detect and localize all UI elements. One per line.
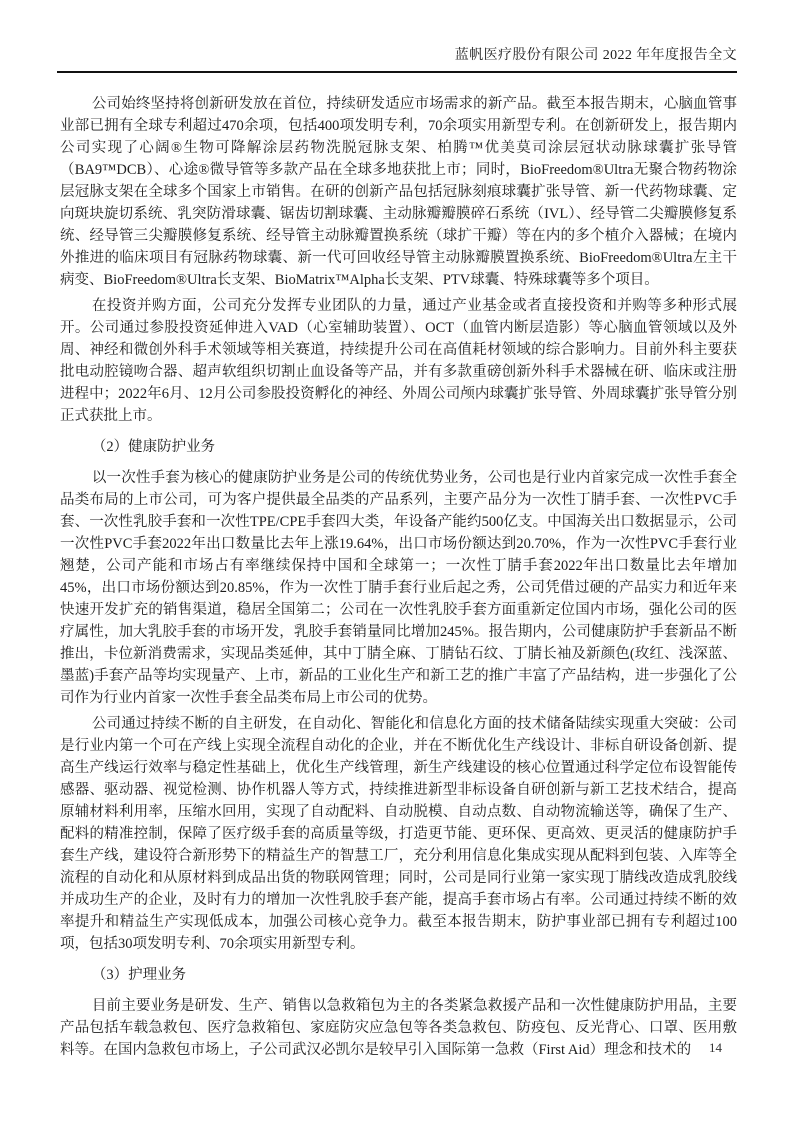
page-number: 14 — [709, 1040, 722, 1055]
paragraph-investment-ma: 在投资并购方面，公司充分发挥专业团队的力量，通过产业基金或者直接投资和并购等多种形式展开。公司通过参股投资延伸进入VAD（心室辅助装置）、OCT（血管内断层造影）等心脑血管领域以及外周、神经和微创外科手术领域等相关赛道，持续提升公司在高值耗材领域的综合影响力。目前外科主要获批电动腔镜吻合器、超声软组织切割止血设备等产品，并有多款重磅创新外科手术器械在研、临床或注册进程中；2022年6月、12月公司参股投资孵化的神经、外周公司颅内球囊扩张导管、外周球囊扩张导管分别正式获批上市。 — [60, 298, 737, 424]
paragraph-nursing-business: 目前主要业务是研发、生产、销售以急救箱包为主的各类紧急救援产品和一次性健康防护用品，主要产品包括车载急救包、医疗急救箱包、家庭防灾应急包等各类急救包、防疫包、反光背心、口罩、医用敷料等。在国内急救包市场上，子公司武汉必凯尔是较早引入国际第一急救（First Aid）理念和技术的 — [60, 998, 737, 1058]
paragraph-automation-rd: 公司通过持续不断的自主研发，在自动化、智能化和信息化方面的技术储备陆续实现重大突破：公司是行业内第一个可在产线上实现全流程自动化的企业，并在不断优化生产线设计、非标自研设备创新、提高生产线运行效率与稳定性基础上，优化生产线管理，新生产线建设的核心位置通过科学定位布设智能传感器、驱动器、视觉检测、协作机器人等方式，持续推进新型非标设备自研创新与新工艺技术结合，提高原辅材料利用率，压缩水回用，实现了自动配料、自动脱模、自动点数、自动物流输送等，确保了生产、配料的精准控制，保障了医疗级手套的高质量等级，打造更节能、更环保、更高效、更灵活的健康防护手套生产线，建设符合新形势下的精益生产的智慧工厂，充分利用信息化集成实现从配料到包装、入库等全流程的自动化和从原材料到成品出货的物联网管理；同时，公司是同行业第一家实现丁腈线改造成乳胶线并成功生产的企业，及时有力的增加一次性乳胶手套产能，提高手套市场占有率。公司通过持续不断的效率提升和精益生产实现低成本，加强公司核心竞争力。截至本报告期末，防护事业部已拥有专利超过100项，包括30项发明专利、70余项实用新型专利。 — [60, 716, 737, 952]
section-heading-health-protection: （2）健康防护业务 — [91, 439, 216, 455]
page-header — [57, 44, 737, 73]
section-heading-nursing: （3）护理业务 — [91, 967, 187, 983]
paragraph-glove-business: 以一次性手套为核心的健康防护业务是公司的传统优势业务，公司也是行业内首家完成一次性手套全品类布局的上市公司，可为客户提供最全品类的产品系列，主要产品分为一次性丁腈手套、一次性PVC手套、一次性乳胶手套和一次性TPE/CPE手套四大类，年设备产能约500亿支。中国海关出口数据显示，公司一次性PVC手套2022年出口数量比去年上涨19.64%，出口市场份额达到20.70%，作为一次性PVC手套行业翘楚，公司产能和市场占有率继续保持中国和全球第一；一次性丁腈手套2022年出口数量比去年增加45%，出口市场份额达到20.85%，作为一次性丁腈手套行业后起之秀，公司凭借过硬的产品实力和近年来快速开发扩充的销售渠道，稳居全国第二；公司在一次性乳胶手套方面重新定位国内市场，强化公司的医疗属性，加大乳胶手套的市场开发，乳胶手套销量同比增加245%。报告期内，公司健康防护手套新品不断推出，卡位新消费需求，实现品类延伸，其中丁腈全麻、丁腈钻石纹、丁腈长袖及新颜色(玫红、浅深蓝、墨蓝)手套产品等均实现量产、上市，新品的工业化生产和新工艺的推广丰富了产品结构，进一步强化了公司作为行业内首家一次性手套全品类布局上市公司的优势。 — [60, 470, 737, 706]
page-footer — [0, 1040, 722, 1056]
paragraph-cardio-innovation: 公司始终坚持将创新研发放在首位，持续研发适应市场需求的新产品。截至本报告期末，心脑血管事业部已拥有全球专利超过470余项，包括400项发明专利，70余项实用新型专利。在创新研发上，报告期内公司实现了心阔®生物可降解涂层药物洗脱冠脉支架、柏腾™优美莫司涂层冠状动脉球囊扩张导管（BA9™DCB）、心途®微导管等多款产品在全球多地获批上市；同时，BioFreedom®Ultra无聚合物药物涂层冠脉支架在全球多个国家上市销售。在研的创新产品包括冠脉刻痕球囊扩张导管、新一代药物球囊、定向斑块旋切系统、乳突防滑球囊、锯齿切割球囊、主动脉瓣瓣膜碎石系统（IVL）、经导管二尖瓣膜修复系统、经导管三尖瓣膜修复系统、经导管主动脉瓣置换系统（球扩干瓣）等在内的多个植介入器械；在境内外推进的临床项目有冠脉药物球囊、新一代可回收经导管主动脉瓣膜置换系统、BioFreedom®Ultra左主干病变、BioFreedom®Ultra长支架、BioMatrix™Alpha长支架、PTV球囊、特殊球囊等多个项目。 — [60, 96, 737, 288]
document-body — [60, 93, 737, 1065]
report-title: 蓝帆医疗股份有限公司 2022 年年度报告全文 — [454, 48, 737, 63]
header-rule — [57, 71, 737, 73]
